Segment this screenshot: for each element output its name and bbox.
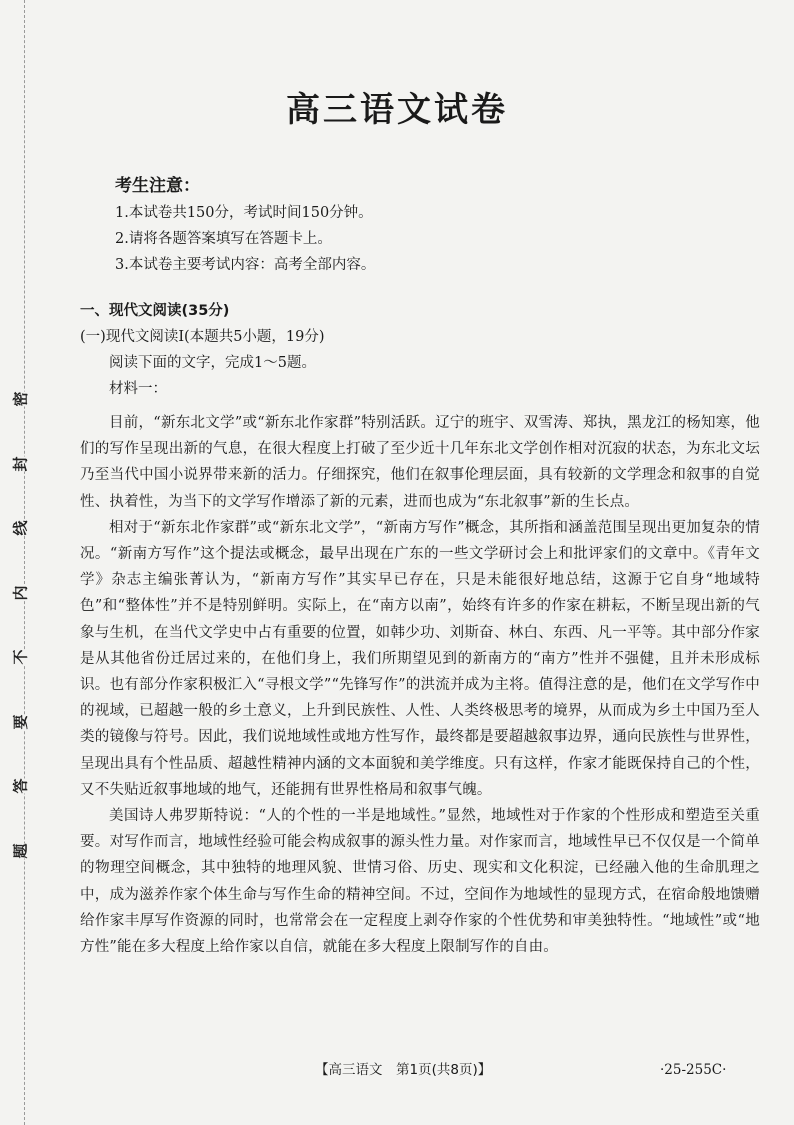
notice-heading: 考生注意： bbox=[115, 176, 200, 196]
seal-char: 不 bbox=[11, 649, 30, 665]
page-title: 高三语文试卷 bbox=[286, 90, 508, 130]
notice-item: 3.本试卷主要考试内容：高考全部内容。 bbox=[115, 257, 376, 273]
passage-paragraph: 相对于“新东北作家群”或“新东北文学”，“新南方写作”概念，其所指和涵盖范围呈现出更加复杂的情况。“新南方写作”这个提法或概念，最早出现在广东的一些文学研讨会上和批评家们的文章中。《青年文学》杂志主编张菁认为，“新南方写作”其实早已存在，只是未能很好地总结，这源于它自身“地域特色”和“整体性”并不是特别鲜明。实际上，在“南方以南”，始终有许多的作家在耕耘，不断呈现出新的气象与生机，在当代文学史中占有重要的位置，如韩少功、刘斯奋、林白、东西、凡一平等。其中部分作家是从其他省份迁居过来的，在他们身上，我们所期望见到的新南方的“南方”性并不强健，且并未形成标识。也有部分作家积极汇入“寻根文学”“先锋写作”的洪流并成为主将。值得注意的是，他们在文学写作中的视域，已超越一般的乡土意义，上升到民族性、人性、人类终极思考的境界，从而成为乡土中国乃至人类的镜像与符号。因此，我们说地域性或地方性写作，最终都是要超越叙事边界，通向民族性与世界性，呈现出具有个性品质、超越性精神内涵的文本面貌和美学维度。只有这样，作家才能既保持自己的个性，又不失贴近叙事地域的地气，还能拥有世界性格局和叙事气魄。 bbox=[80, 519, 760, 798]
notice-item: 1.本试卷共150分，考试时间150分钟。 bbox=[115, 205, 373, 221]
page-number-label: 【高三语文 第1页(共8页)】 bbox=[315, 1062, 492, 1078]
reading-passage bbox=[80, 410, 760, 960]
material-label: 材料一： bbox=[109, 381, 167, 397]
reading-instruction: 阅读下面的文字，完成1～5题。 bbox=[109, 355, 316, 371]
seal-char: 答 bbox=[11, 778, 30, 794]
section-title: 一、现代文阅读(35分) bbox=[80, 303, 230, 319]
exam-code: ·25-255C· bbox=[660, 1062, 727, 1078]
seal-char: 题 bbox=[11, 843, 30, 859]
passage-paragraph: 美国诗人弗罗斯特说：“人的个性的一半是地域性。”显然，地域性对于作家的个性形成和塑造至关重要。对写作而言，地域性经验可能会构成叙事的源头性力量。对作家而言，地域性早已不仅仅是一个简单的物理空间概念，其中独特的地理风貌、世情习俗、历史、现实和文化积淀，已经融入他的生命肌理之中，成为滋养作家个体生命与写作生命的精神空间。不过，空间作为地域性的显现方式，在宿命般地馈赠给作家丰厚写作资源的同时，也常常会在一定程度上剥夺作家的个性优势和审美独特性。“地域性”或“地方性”能在多大程度上给作家以自信，就能在多大程度上限制写作的自由。 bbox=[80, 808, 760, 956]
seal-char: 内 bbox=[11, 585, 30, 601]
binding-seal-text bbox=[6, 390, 36, 860]
seal-char: 封 bbox=[11, 456, 30, 472]
notice-item: 2.请将各题答案填写在答题卡上。 bbox=[115, 231, 332, 247]
seal-char: 要 bbox=[11, 714, 30, 730]
candidate-notice bbox=[115, 172, 715, 278]
section-header bbox=[80, 298, 760, 402]
seal-char: 密 bbox=[11, 391, 30, 407]
seal-char: 线 bbox=[11, 520, 30, 536]
passage-paragraph: 目前，“新东北文学”或“新东北作家群”特别活跃。辽宁的班宇、双雪涛、郑执，黑龙江的杨知寒，他们的写作呈现出新的气息，在很大程度上打破了至少近十几年东北文学创作相对沉寂的状态，为东北文坛乃至当代中国小说界带来新的活力。仔细探究，他们在叙事伦理层面，具有较新的文学理念和叙事的自觉性、执着性，为当下的文学写作增添了新的元素，进而也成为“东北叙事”新的生长点。 bbox=[80, 415, 760, 510]
section-subtitle: (一)现代文阅读Ⅰ(本题共5小题，19分) bbox=[80, 329, 325, 345]
